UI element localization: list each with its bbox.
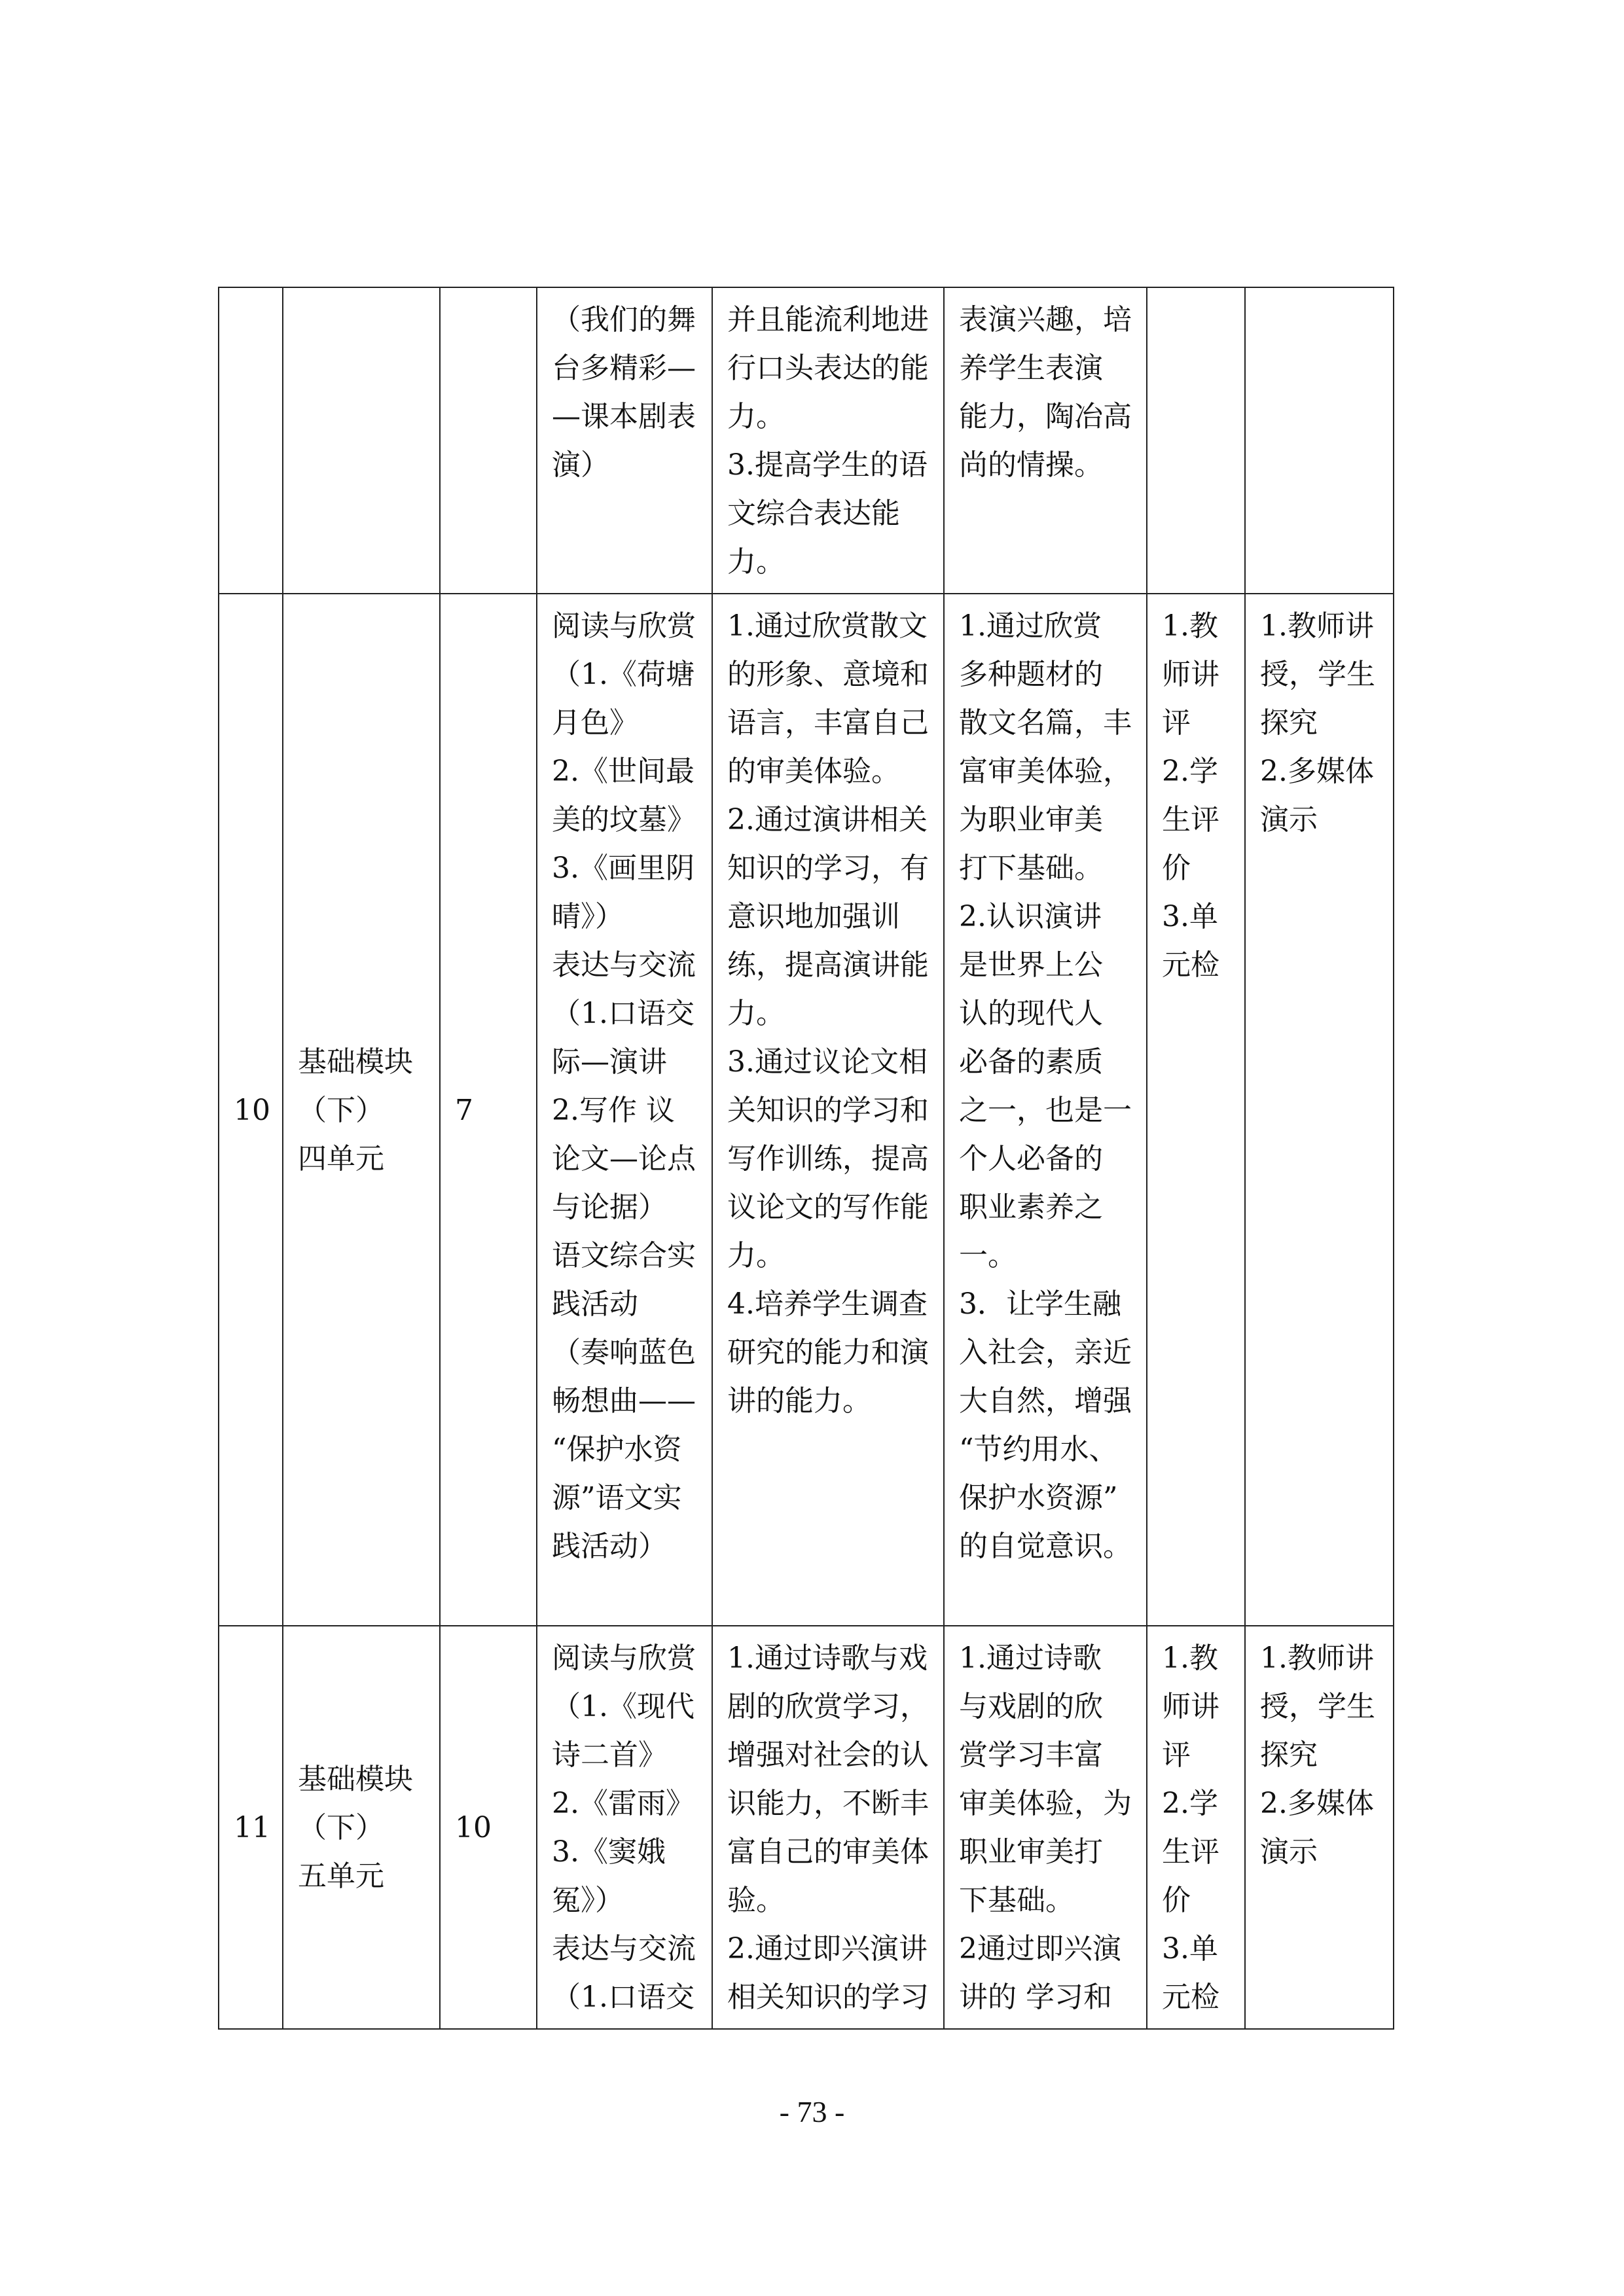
assessment-cell: 1.教 师讲 评 2.学 生评 价 3.单 元检 [1147, 1626, 1245, 2029]
row-number-cell: 10 [219, 594, 283, 1626]
content-cell: （我们的舞 台多精彩— —课本剧表 演） [537, 287, 712, 594]
module-cell: 基础模块 （下） 四单元 [283, 594, 440, 1626]
content-cell: 阅读与欣赏 （1.《现代 诗二首》 2.《雷雨》 3.《窦娥 冤》） 表达与交流 （1.口语交 [537, 1626, 712, 2029]
hours-cell: 10 [440, 1626, 537, 2029]
module-cell: 基础模块 （下） 五单元 [283, 1626, 440, 2029]
method-cell [1245, 287, 1394, 594]
ability-goal-cell: 1.通过欣赏散文 的形象、意境和 语言，丰富自己 的审美体验。 2.通过演讲相关 知识的学习，有 意识地加强训 练，提高演讲能 力。 3.通过议论文相 关知识的学习和 写作训练，提高 议论文的写作能 力。 4.培养学生调查 研究的能力和演 讲的能力。 [712, 594, 944, 1626]
ability-goal-cell: 1.通过诗歌与戏 剧的欣赏学习， 增强对社会的认 识能力，不断丰 富自己的审美体 验。 2.通过即兴演讲 相关知识的学习 [712, 1626, 944, 2029]
module-cell [283, 287, 440, 594]
hours-cell: 7 [440, 594, 537, 1626]
assessment-cell: 1.教 师讲 评 2.学 生评 价 3.单 元检 [1147, 594, 1245, 1626]
assessment-cell [1147, 287, 1245, 594]
quality-goal-cell: 1.通过诗歌 与戏剧的欣 赏学习丰富 审美体验，为 职业审美打 下基础。 2通过即兴演 讲的 学习和 [944, 1626, 1147, 2029]
table-row [219, 594, 1394, 1626]
quality-goal-cell: 表演兴趣，培 养学生表演 能力，陶冶高 尚的情操。 [944, 287, 1147, 594]
page-number: - 73 - [779, 2095, 845, 2128]
hours-cell [440, 287, 537, 594]
quality-goal-cell: 1.通过欣赏 多种题材的 散文名篇，丰 富审美体验， 为职业审美 打下基础。 2.认识演讲 是世界上公 认的现代人 必备的素质 之一，也是一 个人必备的 职业素养之 一。 3．让学生融 入社会，亲近 大自然，增强 “节约用水、 保护水资源” 的自觉意识。 [944, 594, 1147, 1626]
method-cell: 1.教师讲 授，学生 探究 2.多媒体 演示 [1245, 594, 1394, 1626]
table-row [219, 1626, 1394, 2029]
method-cell: 1.教师讲 授，学生 探究 2.多媒体 演示 [1245, 1626, 1394, 2029]
ability-goal-cell: 并且能流利地进 行口头表达的能 力。 3.提高学生的语 文综合表达能 力。 [712, 287, 944, 594]
row-number-cell: 11 [219, 1626, 283, 2029]
row-number-cell [219, 287, 283, 594]
content-cell: 阅读与欣赏 （1.《荷塘 月色》 2.《世间最 美的坟墓》 3.《画里阴 晴》） 表达与交流 （1.口语交 际—演讲 2.写作 议 论文—论点 与论据） 语文综合实 践活动 （奏响蓝色 畅想曲—— “保护水资 源”语文实 践活动） [537, 594, 712, 1626]
curriculum-table [218, 287, 1394, 2030]
table-row [219, 287, 1394, 594]
